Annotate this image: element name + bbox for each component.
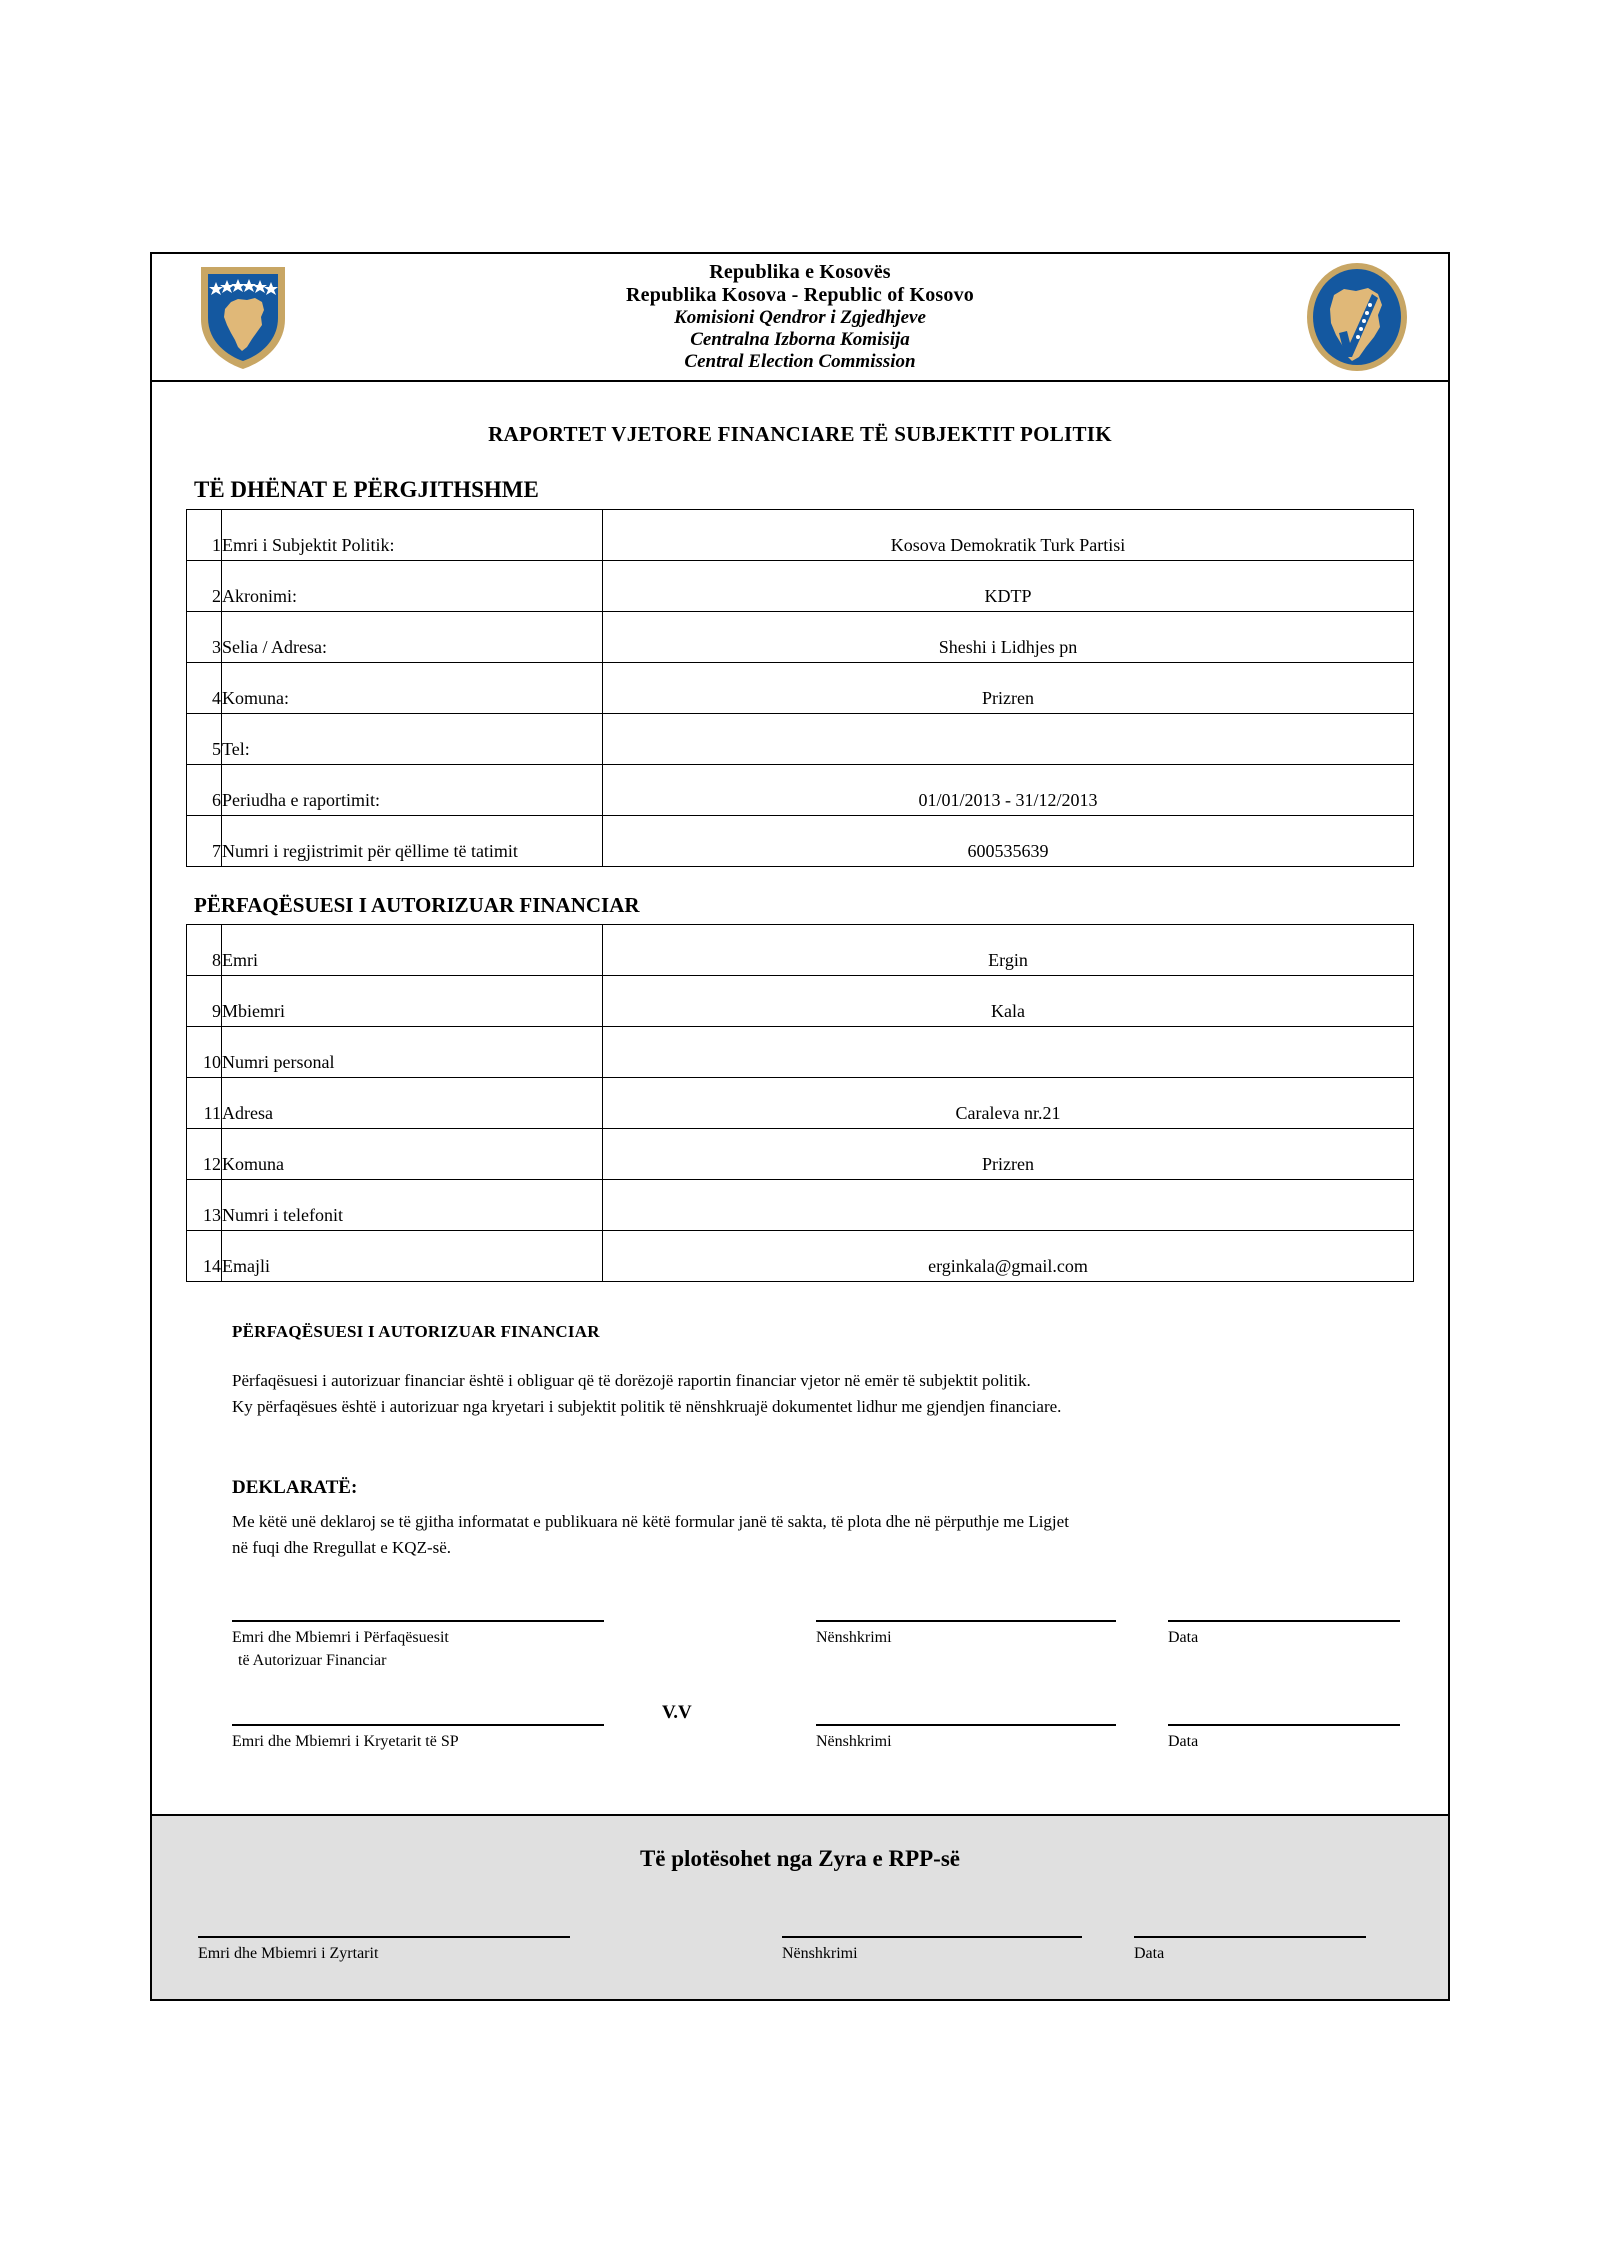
row-value[interactable]: Caraleva nr.21 [603, 1078, 1414, 1129]
table-row [187, 976, 1414, 1027]
official-signature-field[interactable] [782, 1936, 1082, 1965]
chairman-date-field[interactable] [1168, 1724, 1400, 1753]
table-row [187, 510, 1414, 561]
row-number: 3 [187, 612, 222, 663]
declaration-heading: DEKLARATË: [232, 1477, 358, 1498]
row-number: 5 [187, 714, 222, 765]
table-row [187, 765, 1414, 816]
row-label: Emri [222, 925, 603, 976]
section-heading-representative: PËRFAQËSUESI I AUTORIZUAR FINANCIAR [194, 893, 640, 917]
office-use-title: Të plotësohet nga Zyra e RPP-së [639, 1845, 961, 1871]
signature-rule [198, 1936, 570, 1938]
header-line-komisioni: Komisioni Qendror i Zgjedhjeve [674, 307, 926, 329]
chairman-signature-field[interactable] [816, 1724, 1116, 1753]
row-value[interactable]: Ergin [603, 925, 1414, 976]
narrative-line-2: Ky përfaqësues është i autorizuar nga kryetari i subjektit politik të nënshkruajë dokumentet lidhur me gjendjen financiare. [232, 1396, 1062, 1416]
signature-field[interactable] [816, 1620, 1116, 1649]
signature-name-caption-line2: të Autorizuar Financiar [238, 1652, 387, 1670]
signature-row-representative [232, 1620, 1414, 1672]
signature-name-caption-line1: Emri dhe Mbiemri i Përfaqësuesit [232, 1629, 449, 1646]
signature-rule [232, 1620, 604, 1622]
row-label: Emajli [222, 1231, 603, 1282]
row-number: 11 [187, 1078, 222, 1129]
document-header [152, 254, 1448, 382]
signature-rule [232, 1724, 604, 1726]
table-row [187, 561, 1414, 612]
row-label: Numri i regjistrimit për qëllime të tatimit [222, 816, 603, 867]
declaration-line-1: Me këtë unë deklaroj se të gjitha informatat e publikuara në këtë formular janë të sakta, të plota dhe në përputhje me Ligjet [232, 1512, 1069, 1531]
official-name-caption: Emri dhe Mbiemri i Zyrtarit [198, 1944, 379, 1962]
signature-row-chairman [232, 1702, 1414, 1753]
row-value[interactable]: 01/01/2013 - 31/12/2013 [603, 765, 1414, 816]
row-value[interactable]: Prizren [603, 663, 1414, 714]
declaration-line-2: në fuqi dhe Rregullat e KQZ-së. [232, 1537, 452, 1557]
page-title: RAPORTET VJETORE FINANCIARE TË SUBJEKTIT POLITIK [488, 422, 1112, 446]
table-row [187, 1078, 1414, 1129]
table-row [187, 1180, 1414, 1231]
table-row [187, 1231, 1414, 1282]
chairman-name-caption: Emri dhe Mbiemri i Kryetarit të SP [232, 1733, 459, 1751]
table-row [187, 816, 1414, 867]
document-body [152, 382, 1448, 1810]
row-number: 4 [187, 663, 222, 714]
row-value[interactable]: 600535639 [603, 816, 1414, 867]
row-number: 13 [187, 1180, 222, 1231]
row-label: Mbiemri [222, 976, 603, 1027]
date-rule [1168, 1620, 1400, 1622]
row-number: 8 [187, 925, 222, 976]
header-line-republika-kosoves: Republika e Kosovës [709, 260, 891, 283]
row-label: Numri personal [222, 1027, 603, 1078]
header-line-centralna: Centralna Izborna Komisija [690, 329, 910, 351]
header-line-republic-of-kosovo: Republika Kosova - Republic of Kosovo [625, 283, 974, 306]
date-field[interactable] [1168, 1620, 1400, 1649]
row-label: Numri i telefonit [222, 1180, 603, 1231]
table-row [187, 1027, 1414, 1078]
crest-container [168, 261, 318, 373]
signature-rule [816, 1620, 1116, 1622]
row-value[interactable]: Sheshi i Lidhjes pn [603, 612, 1414, 663]
table-row [187, 663, 1414, 714]
signature-rule [816, 1724, 1116, 1726]
date-rule [1134, 1936, 1366, 1938]
signature-rule [782, 1936, 1082, 1938]
table-row [187, 1129, 1414, 1180]
row-label: Emri i Subjektit Politik: [222, 510, 603, 561]
stamp-mark: V.V [662, 1702, 692, 1724]
table-row [187, 612, 1414, 663]
row-label: Akronimi: [222, 561, 603, 612]
row-number: 14 [187, 1231, 222, 1282]
signature-caption: Nënshkrimi [816, 1629, 892, 1646]
narrative-heading: PËRFAQËSUESI I AUTORIZUAR FINANCIAR [232, 1322, 600, 1341]
representative-data-table [186, 924, 1414, 1282]
narrative-section [186, 1286, 1414, 1560]
table-row [187, 714, 1414, 765]
narrative-line-1: Përfaqësuesi i autorizuar financiar është i obliguar që të dorëzojë raportin financiar vjetor në emër të subjektit politik. [232, 1371, 1031, 1390]
row-label: Adresa [222, 1078, 603, 1129]
emblem-container [1282, 261, 1432, 373]
row-value[interactable]: Kala [603, 976, 1414, 1027]
date-rule [1168, 1724, 1400, 1726]
row-value[interactable]: Prizren [603, 1129, 1414, 1180]
row-number: 2 [187, 561, 222, 612]
row-number: 7 [187, 816, 222, 867]
row-number: 6 [187, 765, 222, 816]
row-label: Selia / Adresa: [222, 612, 603, 663]
kosovo-coat-of-arms-icon [197, 261, 289, 373]
signature-row-official [198, 1936, 1448, 1965]
signature-block [186, 1620, 1414, 1810]
cec-kosovo-emblem-icon [1304, 261, 1410, 373]
signature-caption: Nënshkrimi [816, 1733, 892, 1751]
date-caption: Data [1168, 1629, 1199, 1646]
official-name-field[interactable] [198, 1936, 570, 1965]
row-label: Tel: [222, 714, 603, 765]
section-heading-general: TË DHËNAT E PËRGJITHSHME [194, 477, 539, 502]
document-page [150, 252, 1450, 2001]
header-title-block [318, 261, 1282, 373]
signature-name-field[interactable] [232, 1620, 604, 1672]
row-value[interactable]: erginkala@gmail.com [603, 1231, 1414, 1282]
row-label: Komuna [222, 1129, 603, 1180]
row-value[interactable]: Kosova Demokratik Turk Partisi [603, 510, 1414, 561]
row-number: 12 [187, 1129, 222, 1180]
signature-caption: Nënshkrimi [782, 1944, 858, 1962]
office-use-box [152, 1814, 1448, 1999]
table-row [187, 925, 1414, 976]
row-value[interactable] [603, 1027, 1414, 1078]
date-caption: Data [1168, 1733, 1199, 1751]
chairman-name-field[interactable] [232, 1724, 604, 1753]
office-signature-block [152, 1936, 1448, 1965]
row-value[interactable] [603, 714, 1414, 765]
general-data-table [186, 509, 1414, 867]
header-line-central-election-commission: Central Election Commission [684, 351, 916, 373]
row-number: 1 [187, 510, 222, 561]
spacer [232, 1754, 1414, 1810]
row-label: Komuna: [222, 663, 603, 714]
official-date-field[interactable] [1134, 1936, 1366, 1965]
row-value[interactable] [603, 1180, 1414, 1231]
row-label: Periudha e raportimit: [222, 765, 603, 816]
date-caption: Data [1134, 1944, 1165, 1962]
row-value[interactable]: KDTP [603, 561, 1414, 612]
row-number: 9 [187, 976, 222, 1027]
row-number: 10 [187, 1027, 222, 1078]
